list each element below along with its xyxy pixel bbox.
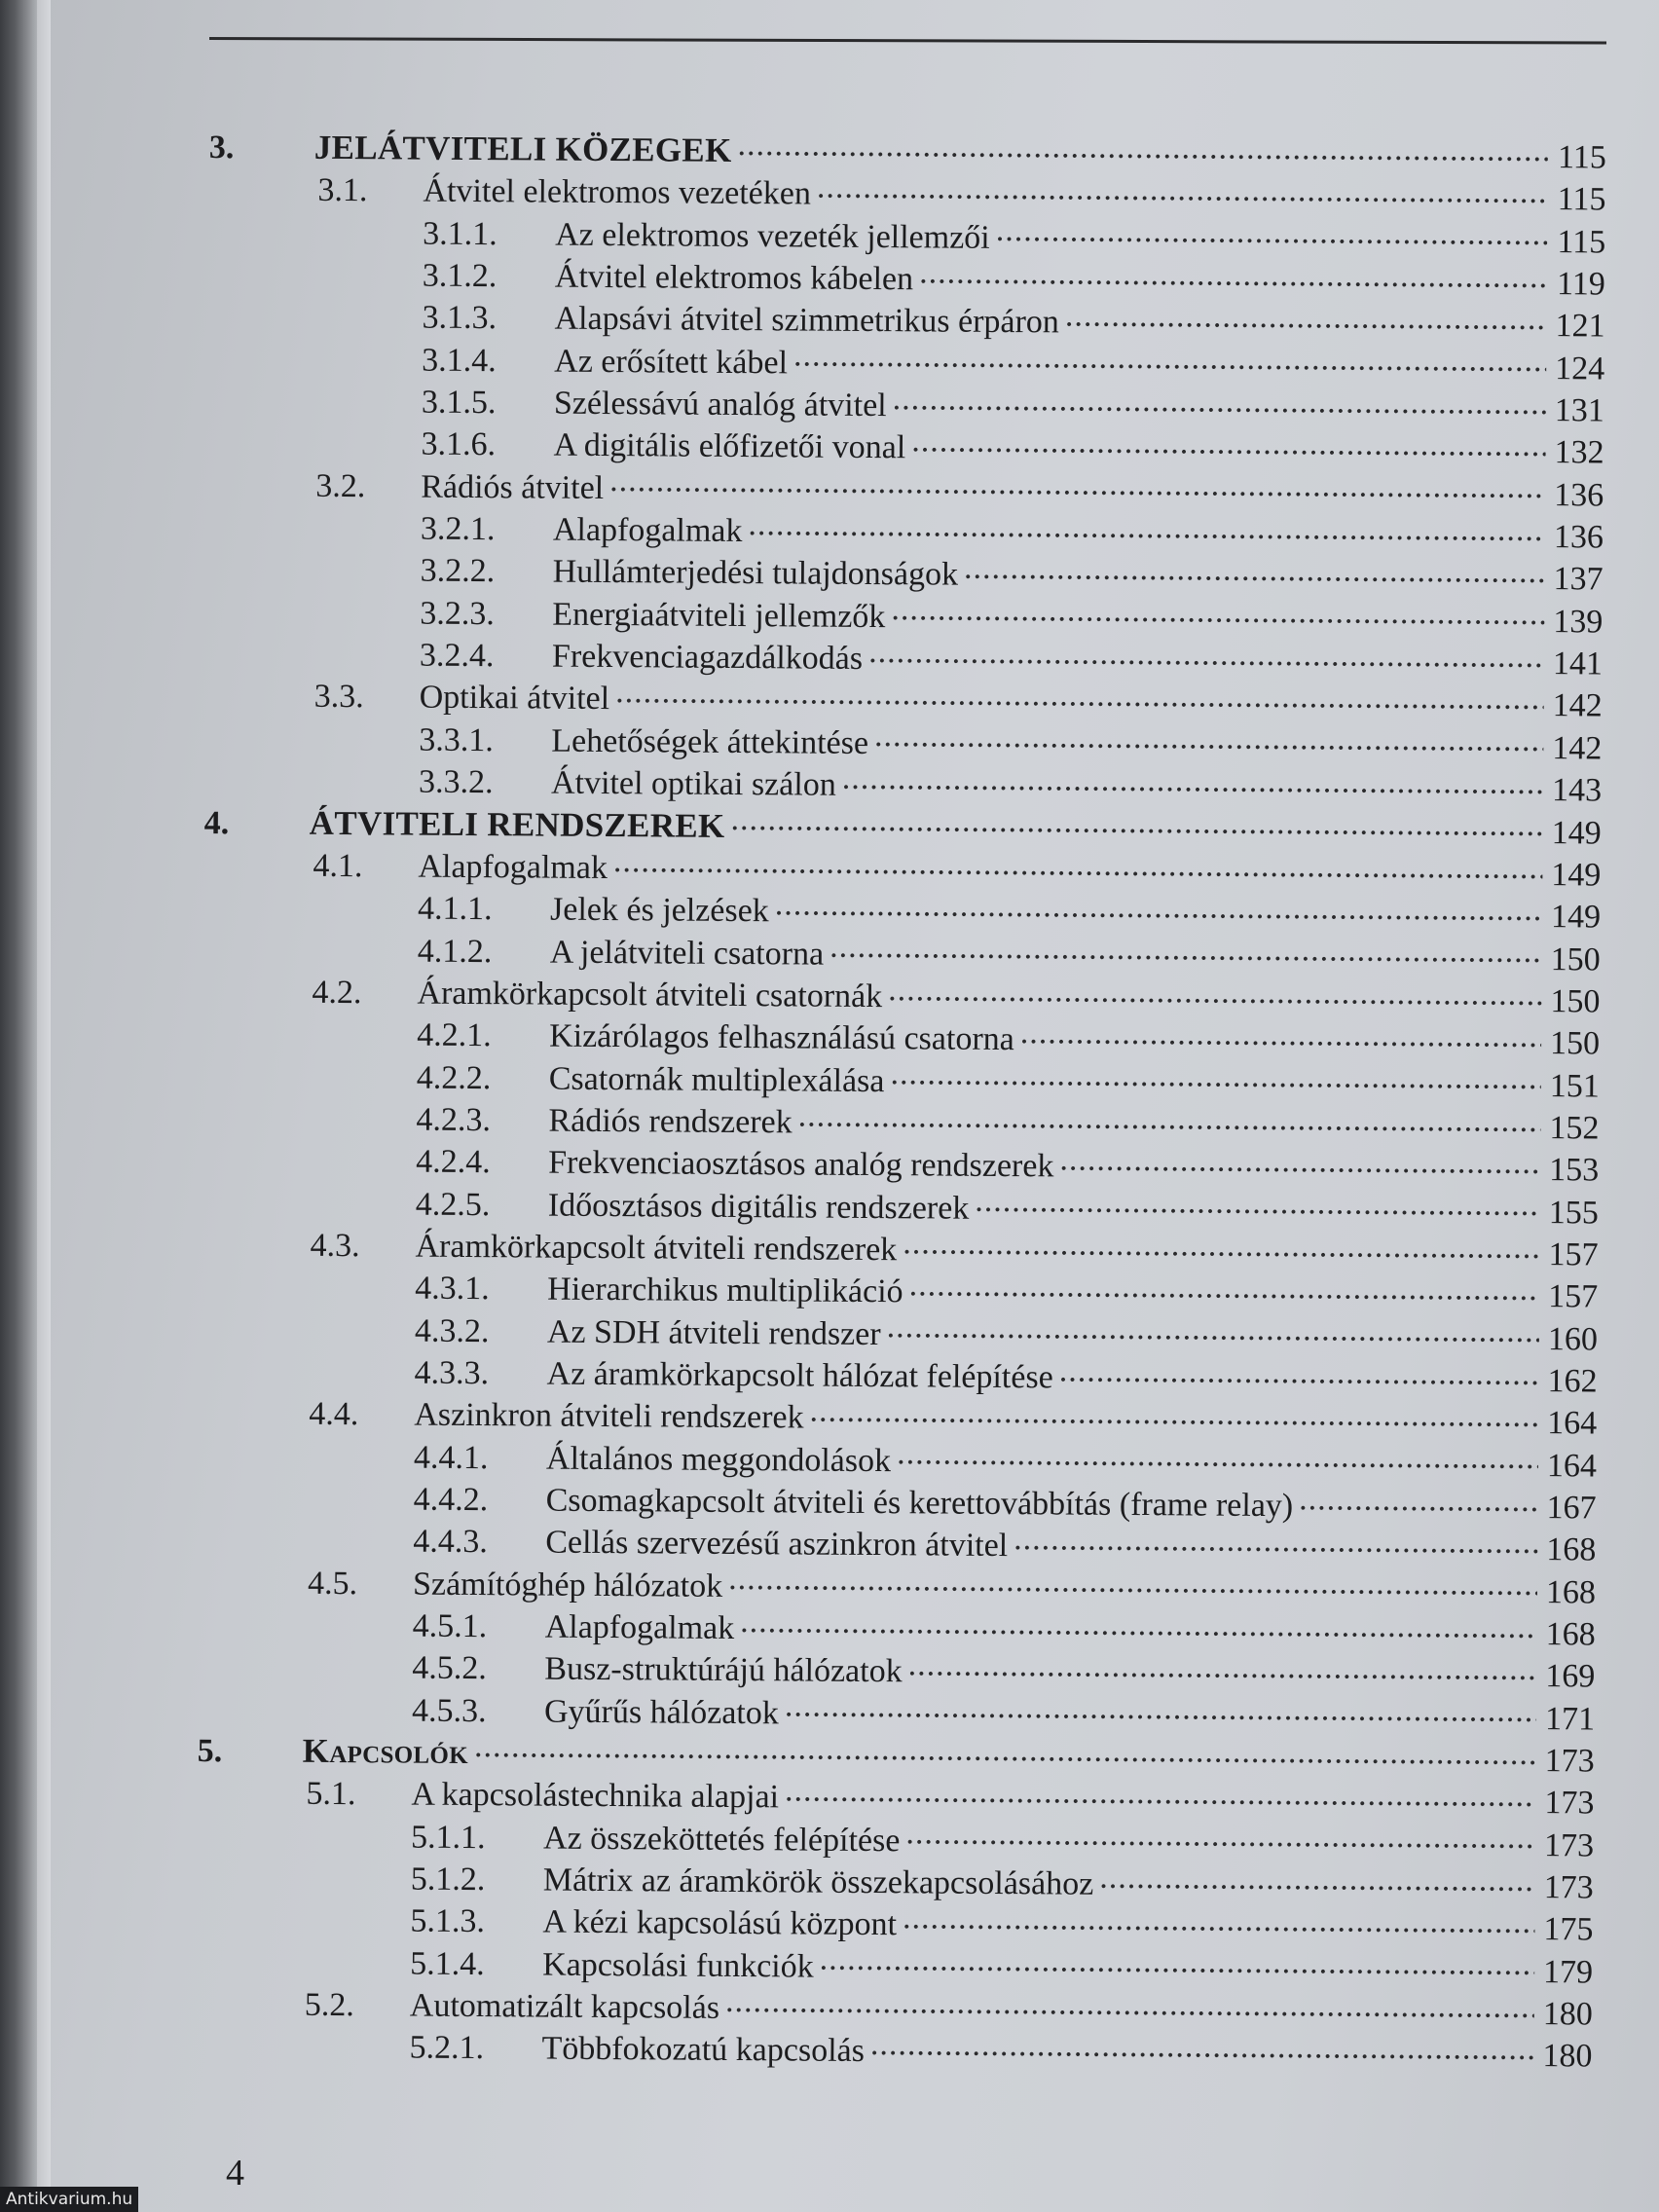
toc-entry-page: 179	[1542, 1953, 1594, 1991]
toc-entry-page: 115	[1557, 139, 1606, 176]
toc-entry-page: 173	[1543, 1826, 1595, 1864]
toc-entry-page: 160	[1547, 1320, 1599, 1358]
toc-entry-number: 4.2.3.	[416, 1101, 492, 1139]
dot-leader	[842, 762, 1544, 800]
toc-entry-title: Alapfogalmak	[552, 511, 743, 550]
toc-entry-number: 5.2.	[304, 1986, 354, 2024]
toc-entry-page: 168	[1545, 1573, 1597, 1611]
toc-entry-page: 180	[1542, 1996, 1593, 2033]
toc-entry-page: 168	[1546, 1531, 1597, 1568]
toc-entry-page: 132	[1554, 434, 1604, 471]
toc-entry-title: A digitális előfizetői vonal	[553, 427, 906, 466]
dot-leader	[1014, 1523, 1537, 1560]
dot-leader	[785, 1775, 1536, 1814]
dot-leader	[775, 888, 1543, 927]
toc-entry-number: 3.1.1.	[423, 215, 498, 252]
toc-entry-title: Kapcsolási funkciók	[542, 1946, 814, 1985]
dot-leader	[785, 1690, 1536, 1729]
toc-entry-page: 173	[1543, 1869, 1594, 1906]
book-spine-shadow	[0, 0, 37, 2212]
dot-leader	[909, 1270, 1540, 1308]
toc-entry-number: 4.3.2.	[414, 1312, 490, 1349]
toc-entry-page: 164	[1547, 1405, 1598, 1442]
toc-entry-title: Kizárólagos felhasználású csatorna	[549, 1017, 1014, 1058]
toc-entry-page: 115	[1557, 181, 1606, 218]
toc-entry-title: Szélessávú analóg átvitel	[553, 385, 887, 424]
dot-leader	[868, 636, 1544, 674]
dot-leader	[737, 129, 1547, 167]
toc-entry-number: 4.1.1.	[417, 890, 493, 928]
toc-entry-page: 152	[1549, 1110, 1600, 1147]
toc-entry-number: 3.3.2.	[418, 763, 494, 801]
dot-leader	[809, 1395, 1538, 1433]
dot-leader	[911, 425, 1546, 463]
toc-entry-page: 151	[1549, 1067, 1600, 1105]
toc-entry-number: 4.5.2.	[412, 1649, 488, 1687]
toc-entry-title: Az összeköttetés felépítése	[542, 1820, 901, 1859]
toc-entry-number: 3.1.	[317, 172, 368, 209]
toc-entry-page: 119	[1556, 266, 1605, 303]
toc-entry-title: Átvitel elektromos vezetéken	[423, 172, 812, 212]
toc-entry-title: Hierarchikus multiplikáció	[547, 1271, 903, 1310]
toc-entry-number: 4.3.3.	[414, 1354, 490, 1392]
toc-entry-number: 3.1.5.	[421, 384, 497, 422]
toc-entry-number: 4.3.1.	[415, 1270, 490, 1308]
toc-entry-page: 149	[1550, 899, 1602, 936]
toc-entry-title: Hullámterjedési tulajdonságok	[552, 554, 959, 594]
toc-entry-page: 173	[1544, 1743, 1595, 1780]
toc-subsection-row	[195, 2023, 1592, 2076]
dot-leader	[730, 803, 1542, 842]
toc-entry-title: A kézi kapcsolású központ	[542, 1903, 898, 1943]
toc-entry-page: 150	[1550, 982, 1601, 1020]
toc-entry-number: 4.5.3.	[411, 1692, 487, 1729]
toc-entry-number: 3.2.3.	[420, 595, 495, 632]
dot-leader	[725, 1985, 1534, 2024]
toc-entry-title: Többfokozatú kapcsolás	[541, 2031, 866, 2070]
toc-entry-number: 5.2.1.	[409, 2030, 485, 2067]
toc-entry-number: 3.2.1.	[420, 510, 496, 548]
toc-entry-number: 4.2.5.	[415, 1186, 491, 1223]
dot-leader	[817, 171, 1548, 210]
toc-entry-title: Kapcsolók	[302, 1731, 469, 1772]
toc-entry-title: Frekvenciagazdálkodás	[551, 638, 864, 678]
toc-entry-page: 171	[1544, 1700, 1596, 1738]
toc-entry-title: Busz-struktúrájú hálózatok	[544, 1650, 903, 1690]
toc-entry-title: Alapsávi átvitel szimmetrikus érpáron	[554, 300, 1060, 341]
toc-entry-page: 167	[1546, 1490, 1597, 1527]
toc-entry-title: JELÁTVITELI KÖZEGEK	[313, 128, 732, 169]
dot-leader	[887, 1311, 1539, 1349]
toc-entry-title: Általános meggondolások	[545, 1440, 892, 1479]
toc-entry-title: Energiaátviteli jellemzők	[552, 596, 886, 635]
toc-entry-title: Csomagkapcsolt átviteli és kerettovábbítás (frame relay)	[545, 1482, 1294, 1525]
toc-entry-page: 142	[1552, 729, 1603, 767]
toc-entry-page: 162	[1547, 1363, 1598, 1400]
dot-leader	[793, 340, 1546, 379]
dot-leader	[830, 931, 1542, 969]
toc-entry-page: 141	[1552, 645, 1604, 682]
dot-leader	[905, 1818, 1535, 1856]
toc-entry-page: 157	[1548, 1236, 1599, 1273]
dot-leader	[996, 215, 1548, 252]
toc-entry-number: 3.1.4.	[422, 342, 497, 379]
dot-leader	[874, 720, 1544, 758]
toc-entry-title: Aszinkron átviteli rendszerek	[414, 1396, 804, 1436]
toc-entry-title: Az SDH átviteli rendszer	[546, 1313, 881, 1352]
toc-entry-page: 168	[1545, 1616, 1596, 1653]
toc-entry-title: Áramkörkapcsolt átviteli rendszerek	[415, 1228, 898, 1269]
toc-entry-title: Az áramkörkapcsolt hálózat felépítése	[546, 1355, 1053, 1396]
dot-leader	[908, 1649, 1537, 1687]
toc-entry-number: 3.2.	[315, 467, 366, 504]
toc-entry-page: 137	[1553, 561, 1604, 598]
toc-entry-number: 4.2.2.	[416, 1059, 492, 1096]
dot-leader	[1065, 300, 1547, 337]
dot-leader	[888, 974, 1541, 1012]
toc-entry-number: 3.2.2.	[420, 553, 496, 590]
toc-entry-number: 5.1.	[306, 1776, 356, 1813]
toc-entry-title: Lehetőségek áttekintése	[551, 722, 869, 761]
toc-entry-number: 5.1.1.	[410, 1819, 486, 1856]
toc-entry-page: 150	[1549, 1025, 1601, 1062]
toc-entry-title: Jelek és jelzések	[549, 891, 769, 930]
toc-entry-number: 3.2.4.	[419, 637, 495, 675]
toc-entry-number: 4.1.	[313, 847, 363, 885]
dot-leader	[1059, 1144, 1540, 1181]
toc-entry-title: Alapfogalmak	[544, 1608, 735, 1647]
dot-leader	[903, 1227, 1540, 1265]
dot-leader	[893, 383, 1546, 421]
toc-entry-page: 143	[1551, 772, 1603, 809]
dot-leader	[820, 1943, 1535, 1981]
toc-entry-page: 136	[1553, 519, 1604, 556]
toc-entry-page: 149	[1551, 814, 1602, 851]
toc-entry-title: Automatizált kapcsolás	[409, 1987, 720, 2027]
dot-leader	[609, 465, 1545, 505]
toc-entry-page: 173	[1544, 1785, 1595, 1822]
toc-entry-title: Optikai átvitel	[419, 680, 610, 718]
toc-entry-number: 3.1.3.	[422, 299, 498, 337]
toc-entry-number: 3.3.	[313, 679, 364, 716]
dot-leader	[613, 845, 1543, 885]
toc-entry-page: 131	[1554, 392, 1605, 429]
toc-entry-number: 4.1.2.	[417, 933, 493, 970]
dot-leader	[975, 1185, 1540, 1222]
dot-leader	[1020, 1016, 1542, 1053]
toc-entry-page: 169	[1545, 1658, 1596, 1695]
toc-entry-page: 157	[1548, 1278, 1599, 1315]
toc-entry-number: 4.2.4.	[416, 1143, 491, 1181]
toc-entry-page: 124	[1555, 350, 1605, 387]
table-of-contents	[195, 125, 1606, 2076]
dot-leader	[728, 1564, 1537, 1603]
toc-entry-number: 4.3.	[310, 1227, 360, 1265]
toc-entry-title: Az elektromos vezeték jellemzői	[555, 216, 990, 256]
toc-entry-number: 5.1.4.	[410, 1945, 485, 1982]
toc-entry-number: 4.	[203, 804, 230, 841]
toc-entry-page: 153	[1549, 1152, 1600, 1189]
dot-leader	[474, 1730, 1536, 1771]
toc-entry-title: Rádiós rendszerek	[548, 1102, 793, 1141]
dot-leader	[740, 1605, 1537, 1644]
toc-entry-number: 5.1.2.	[410, 1861, 486, 1899]
dot-leader	[964, 552, 1545, 589]
toc-entry-title: Mátrix az áramkörök összekapcsolásához	[542, 1862, 1094, 1902]
toc-entry-title: Átvitel elektromos kábelen	[554, 258, 914, 298]
toc-entry-number: 5.	[197, 1733, 223, 1770]
toc-entry-page: 175	[1543, 1911, 1594, 1948]
page-number: 4	[226, 2153, 244, 2194]
toc-entry-number: 3.1.6.	[421, 426, 497, 463]
toc-entry-title: Időosztásos digitális rendszerek	[547, 1187, 970, 1227]
dot-leader	[798, 1099, 1541, 1138]
toc-entry-page: 150	[1550, 940, 1601, 978]
page-edge	[37, 0, 51, 2212]
dot-leader	[748, 508, 1545, 547]
toc-entry-page: 149	[1551, 856, 1602, 894]
toc-entry-number: 3.	[208, 129, 235, 166]
toc-entry-title: Átvitel optikai szálon	[550, 764, 836, 803]
toc-entry-page: 136	[1554, 476, 1604, 514]
toc-entry-title: Cellás szervezésű aszinkron átvitel	[545, 1524, 1009, 1565]
toc-entry-number: 4.4.	[309, 1396, 359, 1433]
toc-entry-title: Számítóghép hálózatok	[412, 1566, 723, 1604]
watermark: Antikvarium.hu	[0, 2187, 138, 2212]
toc-entry-number: 3.1.2.	[422, 257, 498, 295]
toc-entry-page: 115	[1557, 223, 1606, 261]
toc-entry-number: 4.4.2.	[413, 1481, 489, 1519]
toc-entry-number: 4.5.	[307, 1565, 358, 1602]
dot-leader	[615, 677, 1544, 717]
toc-entry-title: Gyűrűs hálózatok	[543, 1693, 779, 1732]
toc-entry-page: 155	[1548, 1194, 1599, 1232]
toc-entry-number: 3.3.1.	[419, 721, 495, 758]
toc-entry-number: 5.1.3.	[410, 1903, 486, 1940]
toc-entry-title: Alapfogalmak	[418, 848, 608, 886]
dot-leader	[903, 1902, 1535, 1940]
toc-entry-number: 4.4.1.	[413, 1439, 489, 1476]
dot-leader	[1299, 1483, 1538, 1518]
dot-leader	[891, 594, 1544, 632]
toc-entry-title: Rádiós átvitel	[421, 468, 605, 506]
dot-leader	[1099, 1862, 1535, 1898]
toc-entry-page: 142	[1552, 687, 1603, 724]
dot-leader	[870, 2028, 1534, 2066]
toc-entry-title: ÁTVITELI RENDSZEREK	[309, 803, 725, 845]
header-rule	[209, 37, 1606, 45]
toc-entry-page: 164	[1546, 1447, 1598, 1485]
toc-entry-title: Csatornák multiplexálása	[548, 1060, 885, 1099]
toc-entry-title: Frekvenciaosztásos analóg rendszerek	[548, 1144, 1054, 1185]
toc-entry-number: 4.2.	[312, 974, 362, 1012]
toc-entry-page: 121	[1555, 308, 1605, 345]
dot-leader	[890, 1058, 1541, 1096]
dot-leader	[1059, 1354, 1539, 1391]
toc-entry-number: 4.5.1.	[412, 1607, 488, 1645]
toc-entry-page: 180	[1542, 2038, 1593, 2075]
toc-entry-title: Az erősített kábel	[554, 343, 789, 382]
dot-leader	[919, 256, 1547, 294]
toc-entry-title: Áramkörkapcsolt átviteli csatornák	[417, 975, 883, 1014]
toc-entry-title: A kapcsolástechnika alapjai	[411, 1776, 780, 1816]
toc-entry-number: 4.2.1.	[417, 1016, 492, 1054]
toc-entry-title: A jelátviteli csatorna	[549, 934, 825, 973]
toc-entry-page: 139	[1553, 603, 1604, 641]
dot-leader	[897, 1438, 1538, 1476]
toc-entry-number: 4.4.3.	[413, 1523, 488, 1561]
